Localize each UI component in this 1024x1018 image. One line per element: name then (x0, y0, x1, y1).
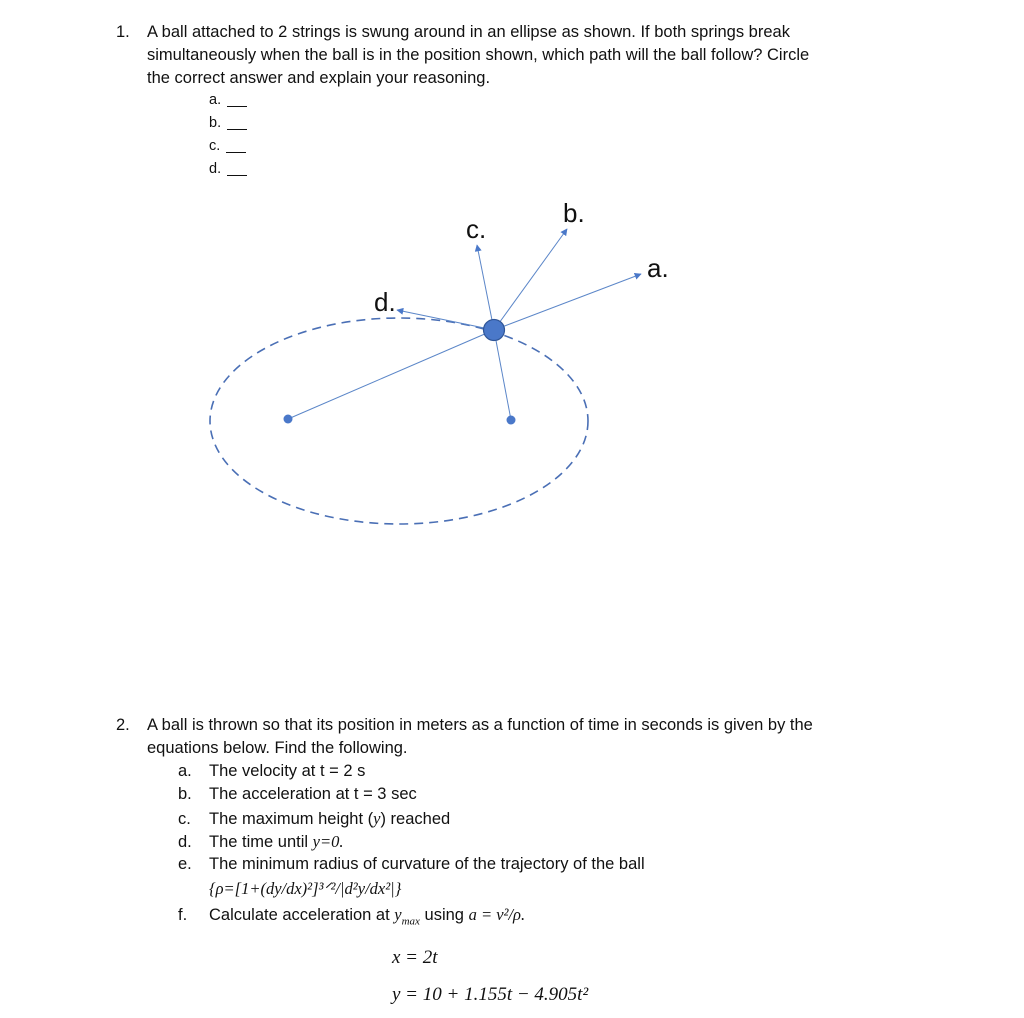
label-c: c. (466, 214, 487, 244)
item-text: The acceleration at t = 3 sec (209, 785, 417, 803)
subscript-max: max (401, 915, 420, 928)
choice-letter: c. (209, 138, 221, 154)
focus-point-right (507, 416, 516, 425)
item-text: The minimum radius of curvature of the trajectory of the ball (209, 855, 645, 873)
label-a: a. (647, 253, 669, 283)
choice-letter: a. (209, 92, 222, 108)
item-text-end: ) reached (380, 810, 451, 828)
item-letter: b. (178, 785, 192, 803)
item-text: The time until (209, 833, 313, 851)
choice-letter: b. (209, 115, 222, 131)
string-2 (494, 330, 511, 420)
q2-item-f (178, 903, 525, 933)
item-letter: f. (178, 906, 188, 924)
q2-item-e (178, 853, 645, 876)
formula: y=0. (312, 832, 344, 851)
item-letter: e. (178, 855, 192, 873)
orbit-ellipse (210, 318, 588, 524)
item-text: Calculate acceleration at (209, 906, 395, 924)
item-letter: d. (178, 833, 192, 851)
formula: a = v²/ρ. (468, 905, 526, 924)
path-b-arrow (494, 229, 567, 330)
q2-number: 2. (116, 716, 130, 734)
item-text-mid: using (419, 906, 469, 924)
string-1 (288, 330, 494, 419)
item-text: The velocity at t = 2 s (209, 762, 366, 780)
q2-line-1: A ball is thrown so that its position in meters as a function of time in seconds is given by the (147, 716, 813, 734)
ball (484, 320, 505, 341)
q1-line-2: simultaneously when the ball is in the position shown, which path will the ball follow? Circle (147, 46, 810, 64)
q2-line-2: equations below. Find the following. (147, 739, 408, 757)
variable-y: y (373, 809, 381, 828)
focus-point-left (284, 415, 293, 424)
equation-x: x = 2t (392, 947, 438, 968)
variable-y: y (394, 905, 402, 924)
item-text: The maximum height ( (209, 810, 374, 828)
equation-y: y = 10 + 1.155t − 4.905t² (392, 984, 589, 1005)
q2-item-a (178, 760, 365, 783)
q2-item-b (178, 783, 417, 806)
label-b: b. (563, 198, 585, 228)
q2-item-c (178, 807, 450, 831)
q1-line-1: A ball attached to 2 strings is swung around in an ellipse as shown. If both springs break (147, 23, 790, 41)
item-letter: a. (178, 762, 192, 780)
choice-letter: d. (209, 161, 222, 177)
q1-line-3: the correct answer and explain your reasoning. (147, 69, 491, 87)
curvature-formula: {ρ=[1+(dy/dx)²]³ᐟ²/|d²y/dx²|} (209, 879, 402, 898)
path-a-arrow (494, 274, 641, 330)
q2-item-d (178, 830, 343, 854)
item-letter: c. (178, 810, 191, 828)
label-d: d. (374, 287, 396, 317)
path-d-arrow (397, 310, 494, 330)
q1-number: 1. (116, 23, 130, 41)
path-c-arrow (477, 245, 494, 330)
